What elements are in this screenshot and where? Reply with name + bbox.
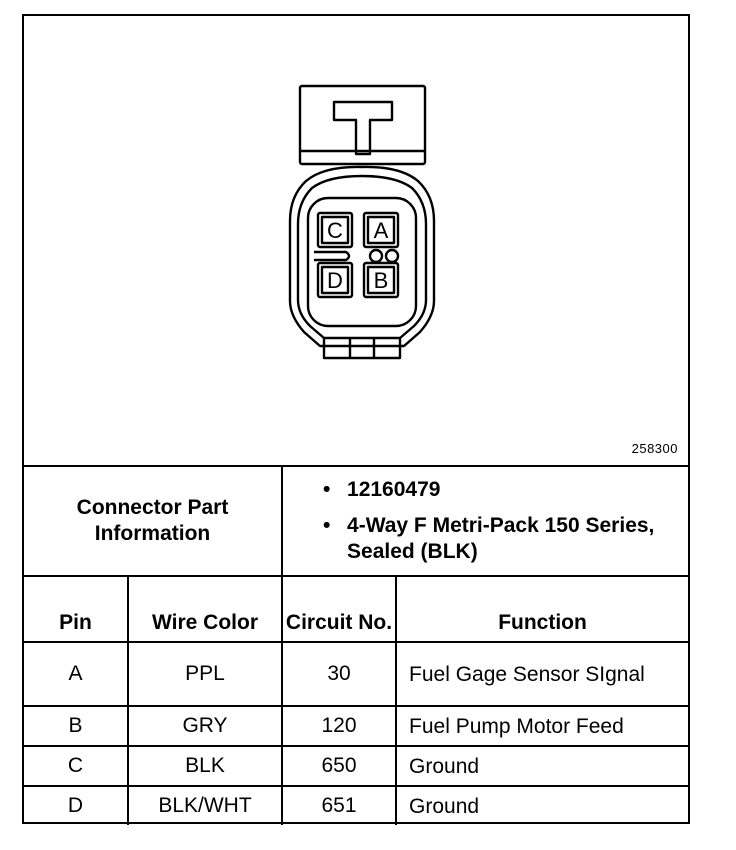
connector-info-label: Connector Part Information <box>24 466 282 576</box>
function-header: Function <box>396 576 688 642</box>
connector-info-row <box>24 466 688 576</box>
wire-color-cell: BLK/WHT <box>128 786 282 825</box>
table-row <box>24 746 688 786</box>
wire-color-cell: PPL <box>128 642 282 706</box>
function-cell: Ground <box>396 786 688 825</box>
wire-color-cell: BLK <box>128 746 282 786</box>
circuit-cell: 650 <box>282 746 396 786</box>
table-row <box>24 706 688 746</box>
wire-color-header: Wire Color <box>128 576 282 642</box>
connector-sheet <box>22 14 690 824</box>
wire-color-cell: GRY <box>128 706 282 746</box>
function-cell: Ground <box>396 746 688 786</box>
pin-cell: D <box>24 786 128 825</box>
pin-cell: B <box>24 706 128 746</box>
connector-figure <box>24 16 688 465</box>
part-number: • 12160479 <box>323 477 688 503</box>
function-cell: Fuel Pump Motor Feed <box>396 706 688 746</box>
figure-id: 258300 <box>631 441 678 456</box>
pin-label-c: C <box>327 218 343 243</box>
connector-drawing <box>24 16 688 465</box>
pin-label-a: A <box>373 218 389 243</box>
pin-header: Pin <box>24 576 128 642</box>
table-row <box>24 786 688 825</box>
connector-info-list <box>282 466 688 576</box>
pin-cell: C <box>24 746 128 786</box>
circuit-cell: 651 <box>282 786 396 825</box>
pin-label-b: B <box>373 268 389 293</box>
pin-cell: A <box>24 642 128 706</box>
pin-label-d: D <box>327 268 343 293</box>
circuit-no-header: Circuit No. <box>282 576 396 642</box>
table-header-row <box>24 576 688 642</box>
function-cell: Fuel Gage Sensor SIgnal <box>396 642 688 706</box>
circuit-cell: 30 <box>282 642 396 706</box>
connector-table <box>24 465 688 825</box>
circuit-cell: 120 <box>282 706 396 746</box>
table-row <box>24 642 688 706</box>
connector-type: • 4-Way F Metri-Pack 150 Series, Sealed (BLK) <box>323 513 688 565</box>
